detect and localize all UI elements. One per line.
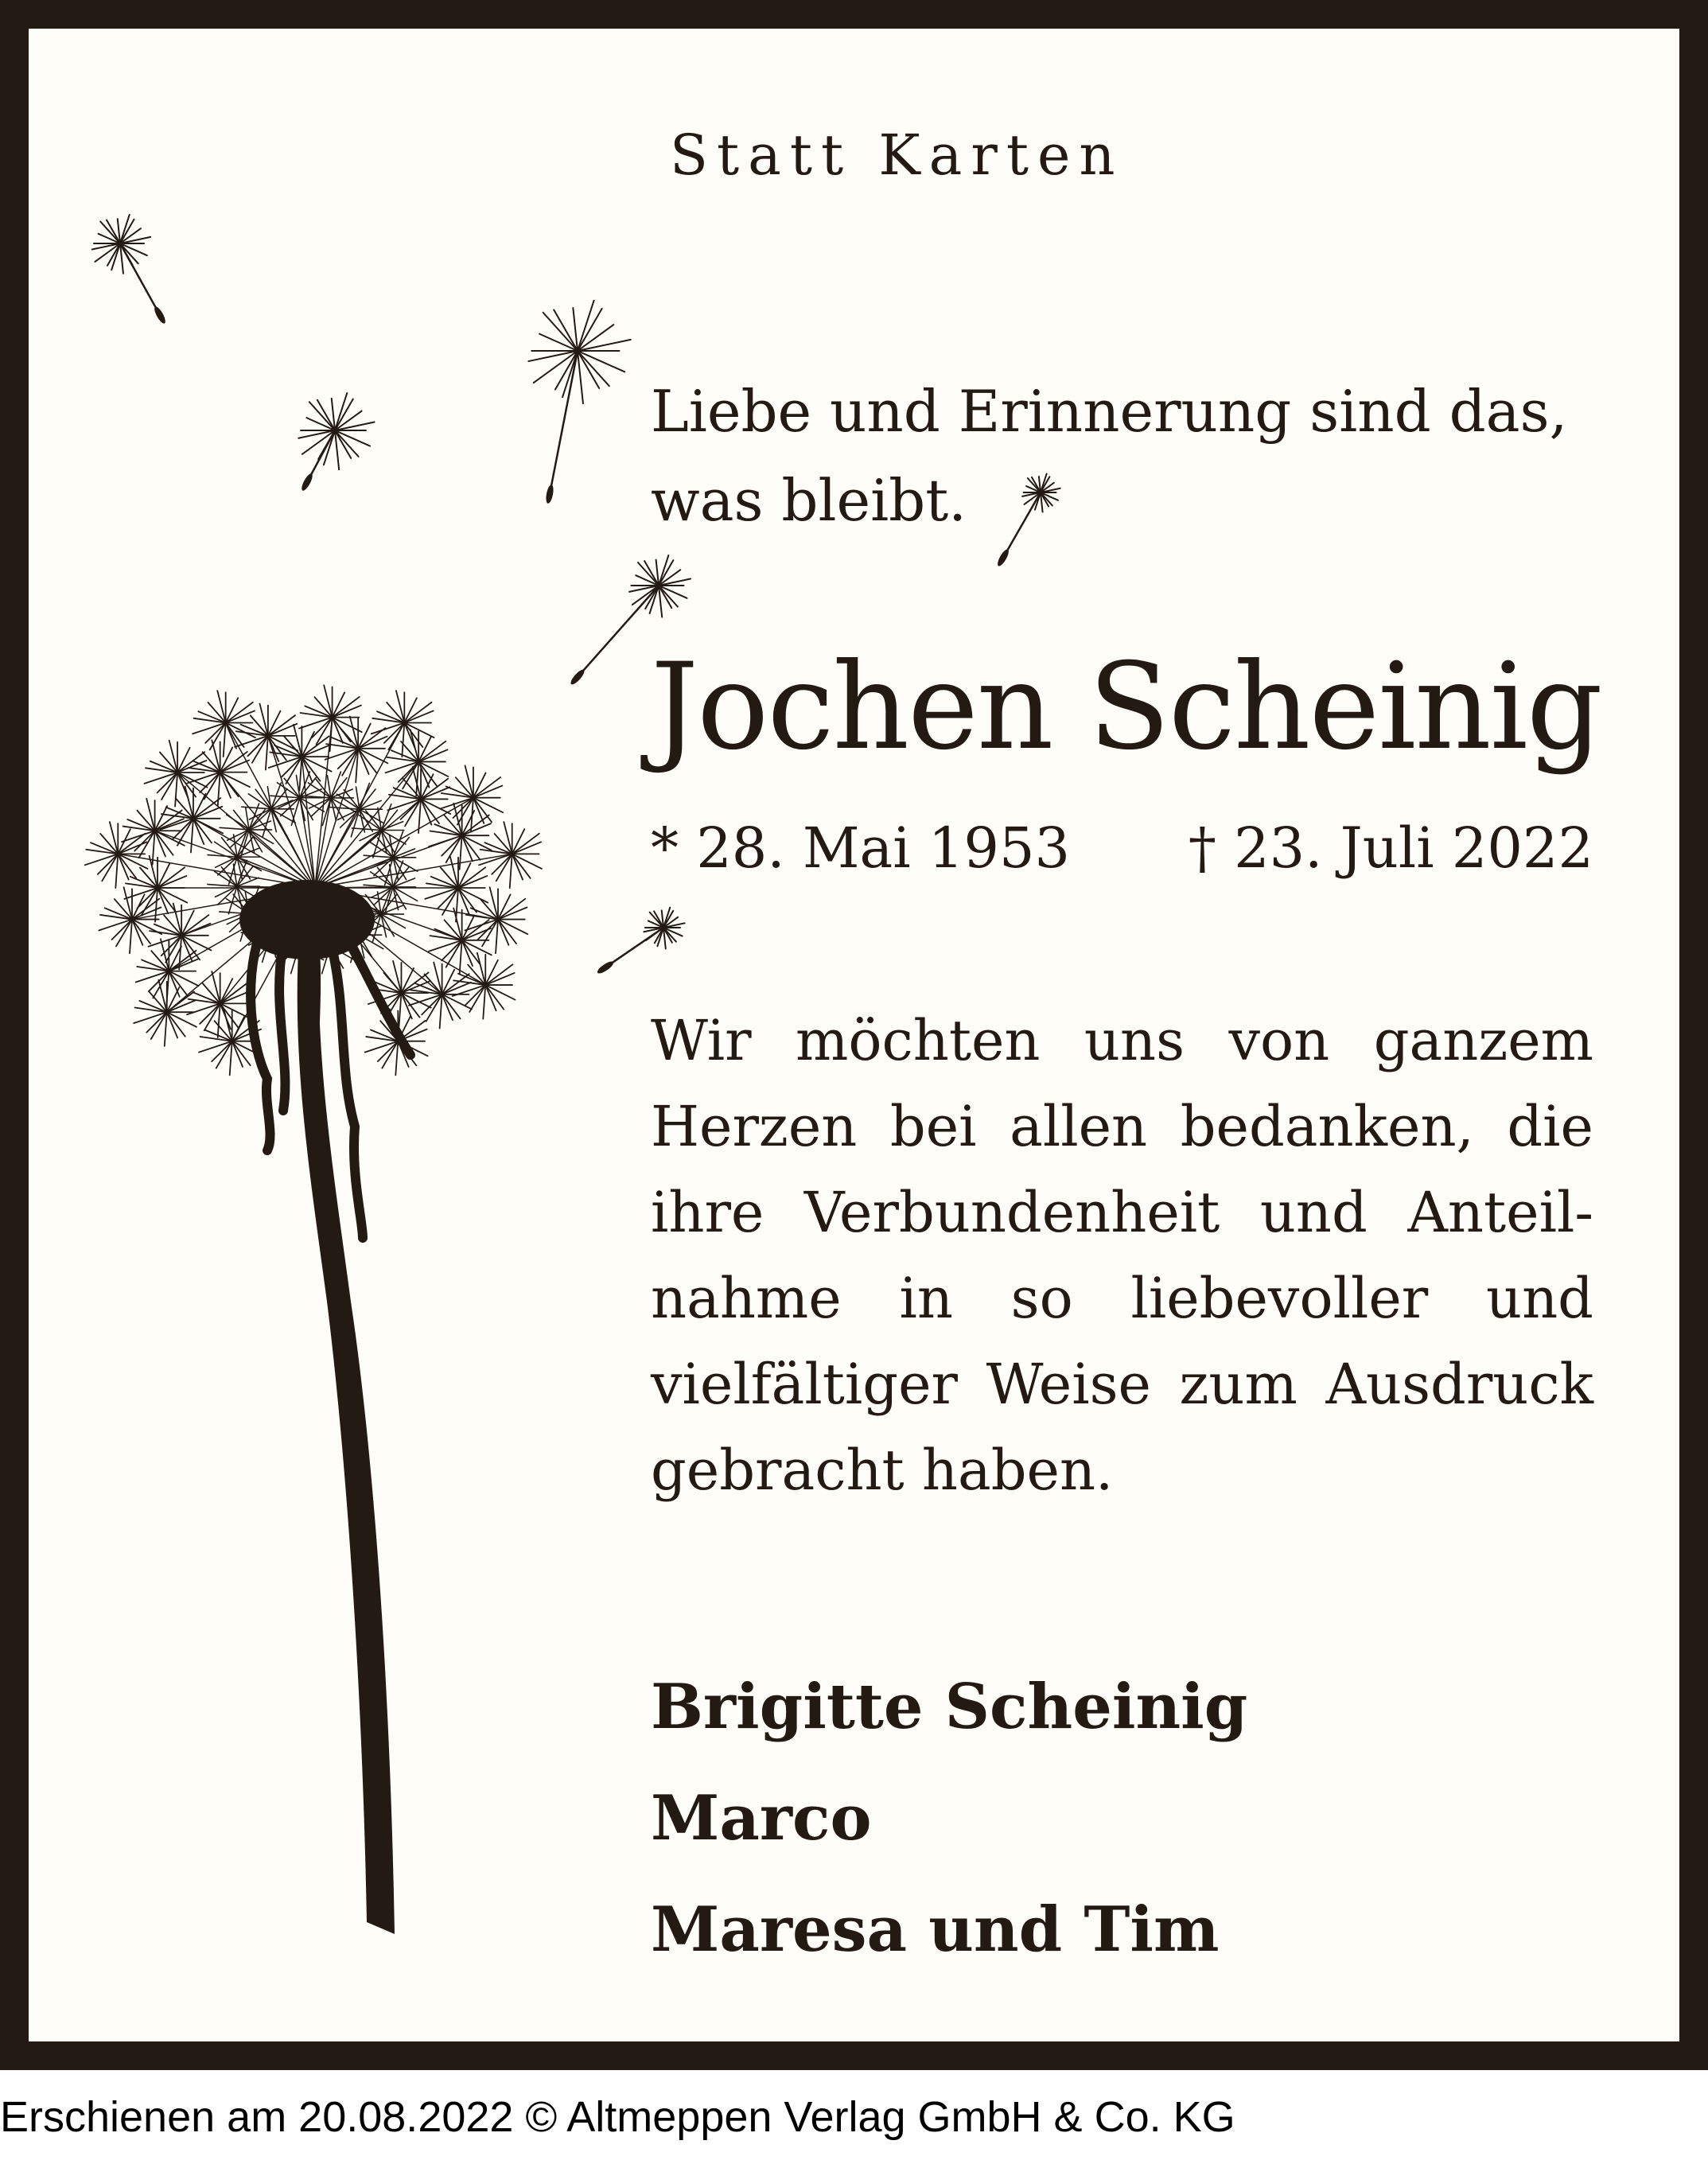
motto-line: Liebe und Erinnerung sind das,	[651, 378, 1568, 445]
motto-line: was bleibt.	[651, 467, 967, 534]
heading-statt-karten: Statt Karten	[670, 123, 1124, 188]
message-line: vielfältiger Weise zum Ausdruck	[651, 1352, 1593, 1417]
signer-name: Marco	[651, 1782, 872, 1854]
signer-name: Maresa und Tim	[651, 1893, 1220, 1966]
signers	[651, 1652, 1247, 1986]
birth-date: * 28. Mai 1953	[651, 815, 1071, 881]
death-date: † 23. Juli 2022	[1188, 815, 1593, 881]
deceased-name: Jochen Scheinig	[651, 638, 1601, 776]
message-line: ihre Verbundenheit und Anteil-	[651, 1180, 1593, 1245]
message-line: nahme in so liebevoller und	[651, 1266, 1593, 1331]
thank-you-message	[651, 998, 1593, 1513]
signer-name: Brigitte Scheinig	[651, 1671, 1248, 1743]
publication-footer: Erschienen am 20.08.2022 © Altmeppen Verlag GmbH & Co. KG	[0, 2093, 1235, 2141]
message-line: gebracht haben.	[651, 1438, 1114, 1503]
message-line: Herzen bei allen bedanken, die	[651, 1094, 1593, 1159]
motto	[651, 367, 1605, 545]
life-dates	[651, 812, 1593, 884]
message-line: Wir möchten uns von ganzem	[651, 1008, 1593, 1073]
